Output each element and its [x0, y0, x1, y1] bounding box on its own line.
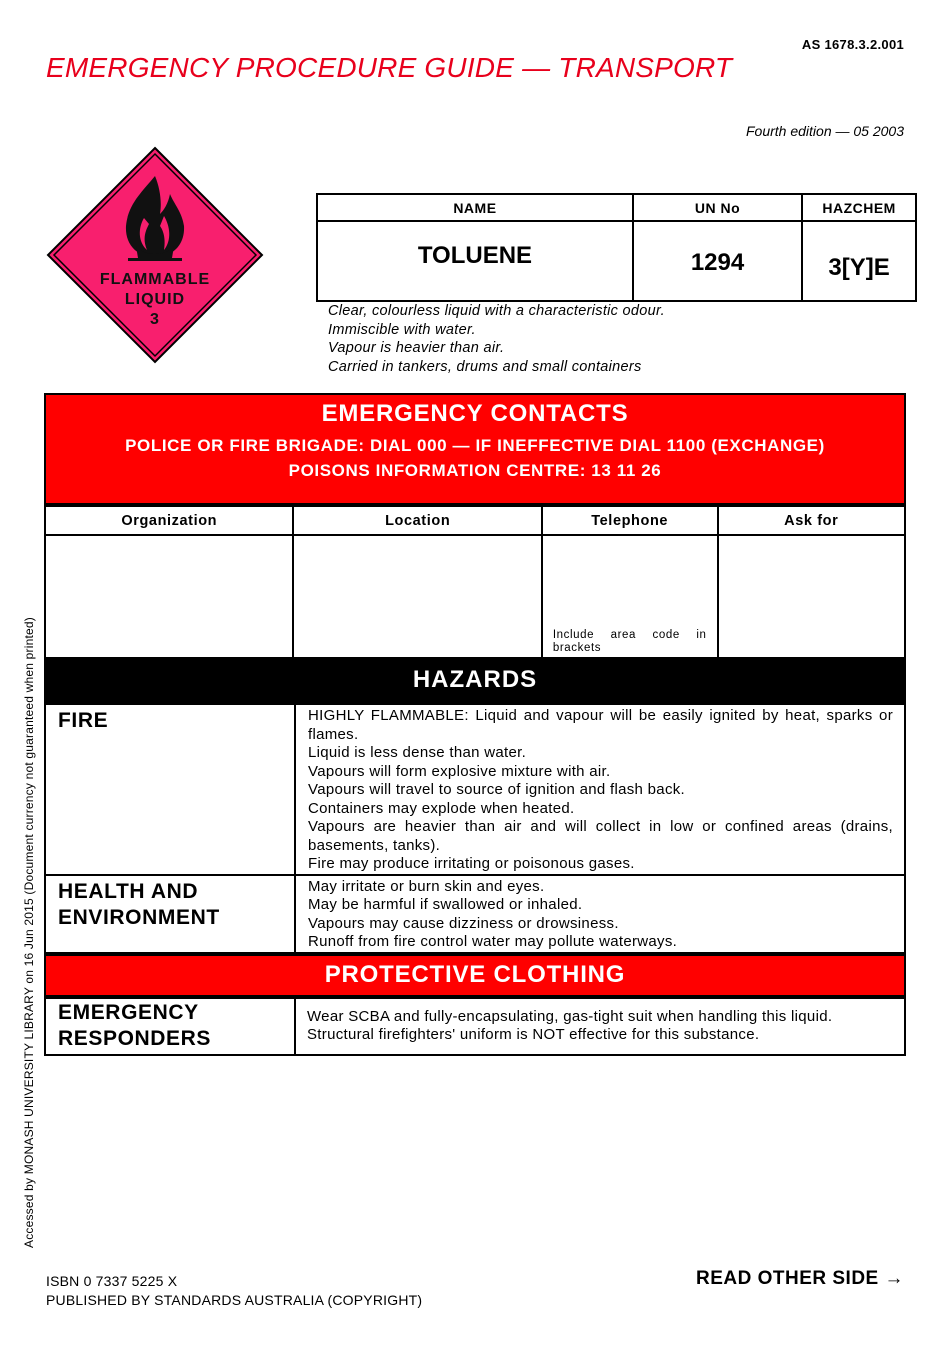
publisher: PUBLISHED BY STANDARDS AUSTRALIA (COPYRIGHT)	[46, 1292, 423, 1308]
hazard-line: May be harmful if swallowed or inhaled.	[308, 896, 583, 913]
emergency-responders-label	[45, 998, 295, 1055]
protective-clothing-text	[295, 998, 905, 1055]
substance-name: TOLUENE	[317, 221, 633, 301]
hazard-line: Containers may explode when heated.	[308, 799, 575, 817]
telephone-field[interactable]	[542, 535, 718, 658]
description-line: Immiscible with water.	[328, 321, 476, 338]
health-label-line-1: HEALTH AND	[58, 879, 199, 903]
description-line: Vapour is heavier than air.	[328, 340, 505, 356]
column-header: Ask for	[718, 506, 905, 535]
placard-diamond	[46, 146, 264, 364]
hazchem-code: 3[Y]E	[802, 221, 916, 301]
procedure-sheet	[44, 393, 906, 1056]
hazards-heading: HAZARDS	[44, 659, 906, 703]
health-label-line-2: ENVIRONMENT	[58, 905, 220, 929]
emergency-contacts-heading: EMERGENCY CONTACTS	[321, 400, 629, 427]
placard-line-2: LIQUID	[124, 291, 186, 308]
placard-line-1: FLAMMABLE	[99, 271, 211, 288]
responders-label-line-2: RESPONDERS	[58, 1026, 212, 1050]
name-header: NAME	[317, 194, 633, 221]
hazard-line: May irritate or burn skin and eyes.	[308, 877, 545, 895]
clothing-line: Structural firefighters' uniform is NOT effective for this substance.	[307, 1026, 760, 1043]
hazard-line: Runoff from fire control water may pollute waterways.	[308, 933, 678, 950]
fire-label	[45, 704, 295, 875]
hazard-line: Vapours will form explosive mixture with air.	[308, 762, 611, 780]
protective-clothing-heading: PROTECTIVE CLOTHING	[44, 954, 906, 997]
un-number: 1294	[633, 221, 802, 301]
emergency-contacts-banner	[44, 393, 906, 505]
access-note: Accessed by MONASH UNIVERSITY LIBRARY on 16 Jun 2015 (Document currency not guaranteed when printed)	[22, 617, 36, 1248]
hazchem-header: HAZCHEM	[802, 194, 916, 221]
page-title: EMERGENCY PROCEDURE GUIDE — TRANSPORT	[46, 52, 733, 83]
organization-field[interactable]	[45, 535, 293, 658]
health-hazards-text	[295, 875, 905, 953]
poisons-line: POISONS INFORMATION CENTRE: 13 11 26	[288, 461, 662, 480]
fire-hazards-text	[295, 704, 905, 875]
hazard-line: Liquid is less dense than water.	[308, 744, 527, 761]
hazards-table	[44, 703, 906, 954]
responders-label-line-1: EMERGENCY	[58, 1000, 199, 1024]
identification-table	[316, 193, 917, 302]
ask-for-field[interactable]	[718, 535, 905, 658]
placard-class-number: 3	[150, 311, 160, 328]
location-field[interactable]	[293, 535, 541, 658]
hazard-line: Fire may produce irritating or poisonous gases.	[308, 855, 635, 872]
police-fire-line: POLICE OR FIRE BRIGADE: DIAL 000 — IF INEFFECTIVE DIAL 1100 (EXCHANGE)	[125, 436, 825, 455]
hazard-line: Vapours may cause dizziness or drowsiness.	[308, 914, 619, 932]
clothing-line: Wear SCBA and fully-encapsulating, gas-tight suit when handling this liquid.	[307, 1007, 833, 1025]
protective-clothing-table	[44, 997, 906, 1056]
un-number-header: UN No	[633, 194, 802, 221]
hazard-line: Vapours will travel to source of ignition and flash back.	[308, 781, 686, 798]
hazard-line: HIGHLY FLAMMABLE: Liquid and vapour will be easily ignited by heat, sparks or flames.	[308, 707, 893, 743]
flammable-liquid-placard	[46, 146, 264, 364]
isbn: ISBN 0 7337 5225 X	[46, 1273, 178, 1289]
publication-info	[46, 1272, 422, 1310]
telephone-note: Include area code in brackets	[552, 629, 707, 654]
column-header: Organization	[45, 506, 293, 535]
fire-label-text: FIRE	[58, 709, 109, 732]
contacts-table	[44, 505, 906, 659]
description-line: Clear, colourless liquid with a characteristic odour.	[328, 303, 665, 319]
hazard-line: Vapours are heavier than air and will collect in low or confined areas (drains, basements, tanks).	[308, 818, 893, 854]
edition-label: Fourth edition — 05 2003	[746, 123, 904, 139]
column-header: Location	[293, 506, 541, 535]
standard-number: AS 1678.3.2.001	[801, 37, 904, 52]
read-other-side-label: READ OTHER SIDE →	[695, 1268, 904, 1289]
health-environment-label	[45, 875, 295, 953]
description-line: Carried in tankers, drums and small containers	[328, 358, 642, 375]
substance-description	[328, 302, 665, 376]
column-header: Telephone	[542, 506, 718, 535]
